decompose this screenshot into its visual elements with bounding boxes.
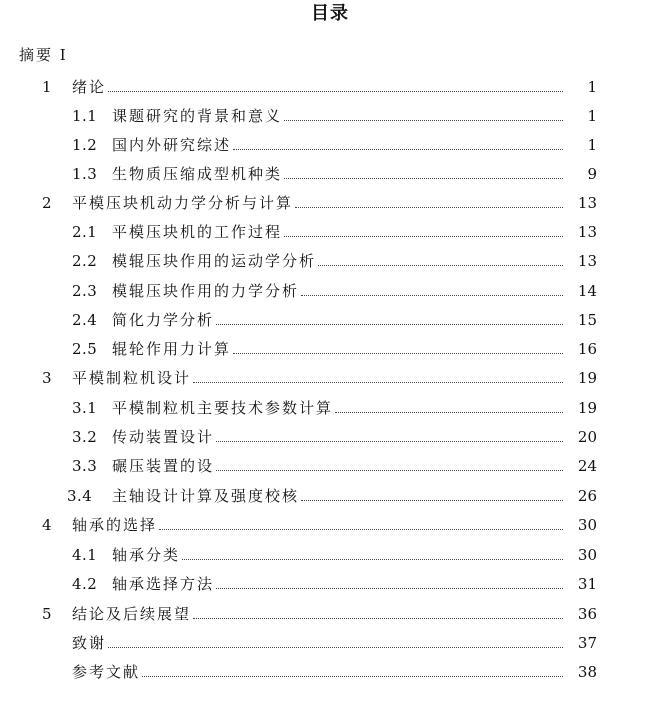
toc-entry-number: 3.4 xyxy=(67,487,93,505)
toc-entry-number: 2 xyxy=(42,194,53,212)
toc-dot-leader xyxy=(233,149,563,150)
toc-dot-leader xyxy=(216,324,563,325)
toc-dot-leader xyxy=(108,647,563,648)
toc-entry-number: 1 xyxy=(42,78,53,96)
toc-dot-leader xyxy=(233,353,563,354)
toc-entry-title: 致谢 xyxy=(72,634,107,652)
toc-page-number: 24 xyxy=(577,457,597,475)
toc-entry-chapter-3 xyxy=(0,367,660,389)
toc-entry-title: 模辊压块作用的力学分析 xyxy=(112,282,300,300)
toc-entry-number: 1.3 xyxy=(72,165,98,183)
toc-page-number: 19 xyxy=(577,399,597,417)
toc-entry-section-1-2 xyxy=(0,134,660,156)
toc-page-number: 20 xyxy=(577,428,597,446)
toc-dot-leader xyxy=(193,382,563,383)
toc-entry-title: 平模制粒机主要技术参数计算 xyxy=(112,399,334,417)
toc-entry-number: 3.2 xyxy=(72,428,98,446)
toc-page-number: 30 xyxy=(577,546,597,564)
toc-dot-leader xyxy=(108,91,563,92)
toc-entry-section-1-1 xyxy=(0,105,660,127)
toc-page-number: 1 xyxy=(587,78,597,96)
toc-abstract-entry: 摘要 I xyxy=(19,46,68,64)
toc-page-number: 26 xyxy=(577,487,597,505)
toc-entry-title: 绪论 xyxy=(72,78,107,96)
toc-entry-number: 3 xyxy=(42,369,53,387)
toc-page-number: 15 xyxy=(577,311,597,329)
toc-entry-section-2-3 xyxy=(0,280,660,302)
toc-entry-section-2-2 xyxy=(0,250,660,272)
toc-dot-leader xyxy=(216,441,563,442)
toc-page-number: 9 xyxy=(587,165,597,183)
toc-dot-leader xyxy=(182,559,563,560)
toc-entry-number: 1.1 xyxy=(72,107,98,125)
toc-page-number: 1 xyxy=(587,136,597,154)
toc-entry-section-3-2 xyxy=(0,426,660,448)
toc-title: 目录 xyxy=(311,3,349,24)
toc-entry-title: 主轴设计计算及强度校核 xyxy=(112,487,300,505)
toc-entry-title: 传动装置设计 xyxy=(112,428,215,446)
toc-entry-number: 3.1 xyxy=(72,399,98,417)
toc-entry-title: 平模压块机的工作过程 xyxy=(112,223,283,241)
toc-entry-number: 3.3 xyxy=(72,457,98,475)
toc-dot-leader xyxy=(318,265,563,266)
toc-page-number: 16 xyxy=(577,340,597,358)
toc-page-number: 14 xyxy=(577,282,597,300)
toc-entry-title: 平模制粒机设计 xyxy=(72,369,192,387)
toc-entry-title: 碾压装置的设 xyxy=(112,457,215,475)
toc-entry-chapter-5 xyxy=(0,603,660,625)
toc-page-number: 38 xyxy=(577,663,597,681)
toc-entry-title: 简化力学分析 xyxy=(112,311,215,329)
toc-dot-leader xyxy=(301,295,563,296)
toc-entry-section-1-3 xyxy=(0,163,660,185)
toc-page-number: 13 xyxy=(577,223,597,241)
toc-page-number: 1 xyxy=(587,107,597,125)
toc-dot-leader xyxy=(295,207,563,208)
toc-entry-number: 2.4 xyxy=(72,311,98,329)
toc-dot-leader xyxy=(301,500,563,501)
toc-entry-number: 4.1 xyxy=(72,546,98,564)
toc-entry-title: 课题研究的背景和意义 xyxy=(112,107,283,125)
toc-entry-title: 平模压块机动力学分析与计算 xyxy=(72,194,294,212)
toc-entry-number: 4.2 xyxy=(72,575,98,593)
toc-entry-chapter-1 xyxy=(0,76,660,98)
toc-entry-section-4-1 xyxy=(0,544,660,566)
toc-entry-number: 2.5 xyxy=(72,340,98,358)
toc-entry-section-3-1 xyxy=(0,397,660,419)
toc-page-number: 37 xyxy=(577,634,597,652)
toc-page-number: 36 xyxy=(577,605,597,623)
toc-entry-number: 2.3 xyxy=(72,282,98,300)
toc-entry-title: 生物质压缩成型机种类 xyxy=(112,165,283,183)
toc-dot-leader xyxy=(193,618,563,619)
toc-dot-leader xyxy=(216,588,563,589)
toc-entry-number: 2.2 xyxy=(72,252,98,270)
toc-entry-number: 4 xyxy=(42,516,53,534)
toc-page-number: 13 xyxy=(577,252,597,270)
toc-dot-leader xyxy=(284,120,563,121)
toc-entry-title: 国内外研究综述 xyxy=(112,136,232,154)
toc-entry-references xyxy=(0,661,660,683)
toc-entry-section-3-3 xyxy=(0,455,660,477)
toc-dot-leader xyxy=(142,676,563,677)
toc-entry-title: 轴承选择方法 xyxy=(112,575,215,593)
toc-entry-title: 轴承的选择 xyxy=(72,516,158,534)
toc-entry-acknowledgements xyxy=(0,632,660,654)
toc-entry-title: 轴承分类 xyxy=(112,546,181,564)
toc-entry-section-2-4 xyxy=(0,309,660,331)
toc-entry-number: 2.1 xyxy=(72,223,98,241)
toc-entry-number: 1.2 xyxy=(72,136,98,154)
toc-page-number: 31 xyxy=(577,575,597,593)
toc-page-number: 13 xyxy=(577,194,597,212)
toc-entry-section-2-5 xyxy=(0,338,660,360)
toc-entry-title: 辊轮作用力计算 xyxy=(112,340,232,358)
toc-page-number: 30 xyxy=(577,516,597,534)
toc-dot-leader xyxy=(216,470,563,471)
toc-entry-section-3-4 xyxy=(0,485,660,507)
toc-entry-chapter-2 xyxy=(0,192,660,214)
toc-dot-leader xyxy=(159,529,563,530)
toc-dot-leader xyxy=(284,236,563,237)
toc-entry-title: 参考文献 xyxy=(72,663,141,681)
toc-dot-leader xyxy=(335,412,563,413)
toc-entry-section-4-2 xyxy=(0,573,660,595)
toc-entry-section-2-1 xyxy=(0,221,660,243)
toc-entry-chapter-4 xyxy=(0,514,660,536)
toc-entry-number: 5 xyxy=(42,605,53,623)
toc-entry-title: 结论及后续展望 xyxy=(72,605,192,623)
toc-page-number: 19 xyxy=(577,369,597,387)
toc-entry-title: 模辊压块作用的运动学分析 xyxy=(112,252,317,270)
toc-dot-leader xyxy=(284,178,563,179)
